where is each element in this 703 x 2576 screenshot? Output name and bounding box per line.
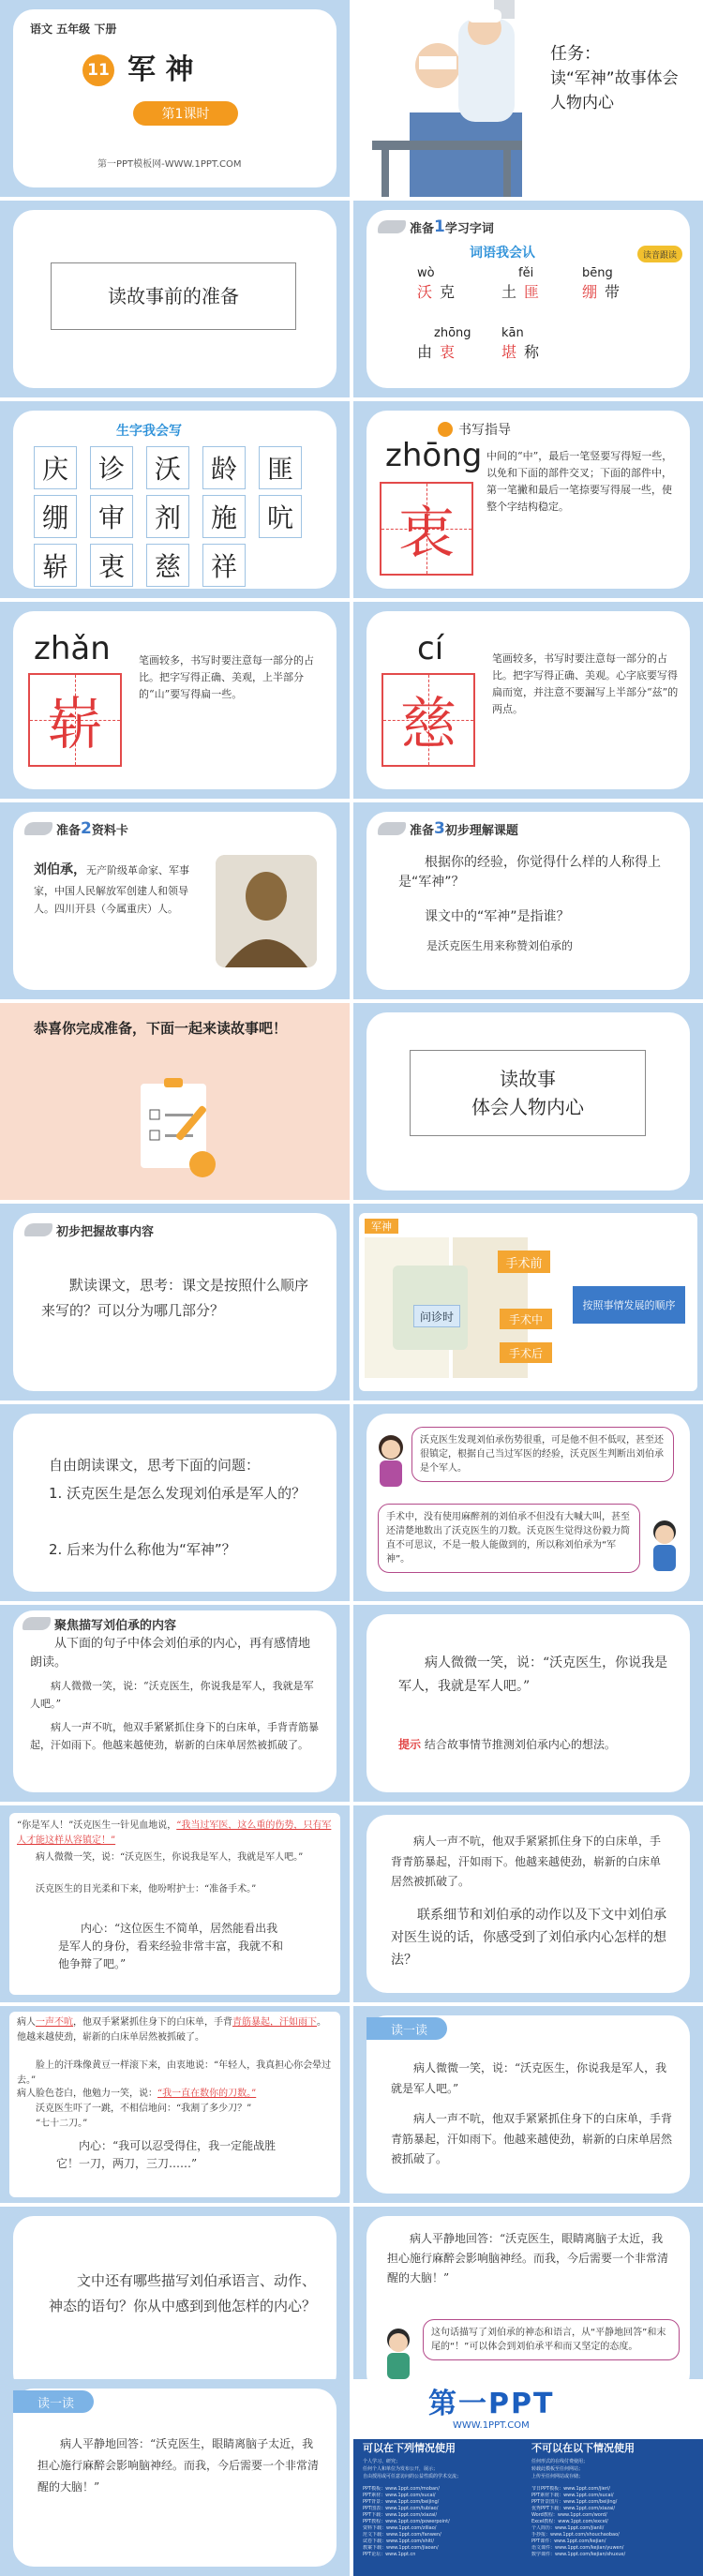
prep-label: 初步理解课题 <box>444 823 518 838</box>
surgery-p1-c: ，他双手紧紧抓住身下的白床单，手背 <box>73 2017 232 2028</box>
surgery-p5: “七十二刀。” <box>36 2119 88 2129</box>
vocab-chars <box>498 340 563 362</box>
cover-card <box>13 9 337 187</box>
task-text: 读“军神”故事体会人物内心 <box>550 69 679 112</box>
vocab-word[interactable] <box>498 266 563 302</box>
prep-word: 准备 <box>410 823 435 838</box>
char-grid-zhong <box>380 482 473 576</box>
read-story-box <box>410 1050 646 1136</box>
read-story-line-2: 体会人物内心 <box>471 1096 584 1118</box>
vocab-pinyin: fěi <box>518 266 534 280</box>
watermark-text: 第一PPT模板网-WWW.1PPT.COM <box>97 159 242 170</box>
section-label: 聚焦描写刘伯承的内容 <box>54 1618 177 1633</box>
writing-tip-ci: 笔画较多，书写时要注意每一部分的占比。把字写得正确、美观。心字底要写得扁而宽，并注意不要漏写上半部分“兹”的两点。 <box>492 652 679 716</box>
read-a-p1: 病人微微一笑，说：“沃克医生，你说我是军人，我就是军人吧。” <box>391 2061 667 2095</box>
char-tile[interactable]: 龄 <box>202 446 246 489</box>
slide-10-title-understanding[interactable] <box>353 802 703 999</box>
surgery-p1-b: 一声不吭 <box>36 2017 73 2028</box>
prep-word: 准备 <box>56 823 82 838</box>
info-list-item: 语文课件：www.1ppt.com/kejian/yuwen/ <box>531 2545 624 2551</box>
calm-answer-passage: 病人平静地回答：“沃克医生，眼睛离脑子太近，我担心施行麻醉会影响脑神经。而我，今后需要一个非常清醒的大脑！” <box>387 2232 669 2284</box>
char-tile[interactable]: 崭 <box>34 544 77 587</box>
read-b-card <box>13 2389 337 2567</box>
info-list-item: 上传至任何网站或存储； <box>531 2474 584 2479</box>
slide-18-smile[interactable] <box>353 1605 703 1802</box>
stage-before-surgery: 手术前 <box>498 1251 550 1273</box>
dialog-p3: 沃克医生的目光柔和下来，他吩咐护士：“准备手术。” <box>36 1884 257 1895</box>
char-grid-zhan <box>28 673 122 767</box>
slide-2-task[interactable] <box>353 0 703 197</box>
writing-guide-header <box>438 420 511 439</box>
slide-25-read-b[interactable] <box>0 2379 350 2576</box>
forbidden-title: 不可以在以下情况使用 <box>531 2442 635 2454</box>
info-list-item: PPT教程：www.1ppt.com/powerpoint/ <box>363 2519 450 2524</box>
flower-icon <box>438 422 453 437</box>
dialog-p1 <box>17 1819 332 1849</box>
info-list-item: 优秀PPT下载：www.1ppt.com/xiazai/ <box>531 2506 616 2511</box>
vocab-char: 沃 <box>417 283 441 301</box>
vocab-char: 克 <box>440 283 463 301</box>
info-list-item: 自由授用或可任意访问的公益性质的学术交流； <box>363 2474 462 2479</box>
brand-url: WWW.1PPT.COM <box>453 2420 530 2431</box>
stage-consult: 问诊时 <box>413 1305 460 1327</box>
section-tag-grasp <box>24 1219 154 1241</box>
writing-card-ci <box>366 611 690 789</box>
stage-during-surgery: 手术中 <box>500 1309 552 1329</box>
vocab-pinyin: bēng <box>582 266 613 280</box>
dialog-p1-a: “你是军人！”沃克医生一针见血地说， <box>17 1820 177 1831</box>
info-list-item: 手抄报：www.1ppt.com/shouchaobao/ <box>531 2532 620 2538</box>
answer-2: 是沃克医生用来称赞刘伯承的 <box>426 939 574 952</box>
order-label-box: 按照事情发展的顺序 <box>573 1286 685 1324</box>
slide-19-dialog[interactable] <box>0 1805 350 2002</box>
slide-23-more-details[interactable] <box>0 2207 350 2404</box>
info-list-item: PPT背景图片：www.1ppt.com/beijing/ <box>531 2499 618 2505</box>
char-tile[interactable]: 衷 <box>90 544 133 587</box>
vocab-pinyin: wò <box>417 266 435 280</box>
prep-intro-box <box>51 262 296 330</box>
lesson-period-label: 第1课时 <box>161 107 210 122</box>
info-list-item: 节日PPT模板：www.1ppt.com/jieri/ <box>531 2486 610 2492</box>
grip-card <box>366 1815 690 1993</box>
vocab-word[interactable] <box>413 266 479 302</box>
info-list-item: 个人学习、研究； <box>363 2459 401 2464</box>
slide-14-story-structure[interactable] <box>353 1204 703 1400</box>
forbidden-list <box>531 2458 691 2480</box>
doctor-patient-illustration <box>353 0 541 197</box>
stage-after-surgery: 手术后 <box>500 1342 552 1363</box>
info-card <box>13 812 337 990</box>
vocab-pinyin: kān <box>501 326 524 340</box>
calm-answer-bubble: 这句话描写了刘伯承的神态和语言，从“平静地回答”和末尾的“！”可以体会到刘伯承平和而又坚定的态度。 <box>423 2319 680 2360</box>
chars-card <box>13 411 337 589</box>
slide-12-read-story[interactable] <box>353 1003 703 1200</box>
char-tile[interactable]: 诊 <box>90 446 133 489</box>
prep-label: 学习字词 <box>444 221 494 236</box>
read-aloud-card <box>13 1414 337 1592</box>
smile-card <box>366 1614 690 1792</box>
read-tab: 读一读 <box>13 2390 94 2413</box>
info-list-item: 教案下载：www.1ppt.com/jiaoan/ <box>363 2545 439 2551</box>
slide-21-surgery[interactable] <box>0 2006 350 2203</box>
lesson-period-badge <box>133 101 238 126</box>
audio-button[interactable] <box>637 246 682 262</box>
tip-text: 结合故事情节推测刘伯承内心的想法。 <box>424 1738 616 1751</box>
char-tile[interactable]: 绷 <box>34 495 77 538</box>
read-a-card <box>366 2015 690 2194</box>
dialog-p2: 病人微微一笑，说：“沃克医生，你说我是军人，我就是军人吧。” <box>36 1852 304 1863</box>
smile-tip <box>398 1736 616 1753</box>
allowed-list <box>363 2458 522 2480</box>
info-list-item: Word教程：www.1ppt.com/word/ <box>531 2512 607 2518</box>
prep-tag-2 <box>24 817 128 840</box>
big-char-zhong: 衷 <box>398 501 455 566</box>
surgery-p3-b: “我一直在数你的刀数。” <box>157 2089 257 2099</box>
vocab-char: 土 <box>501 283 525 301</box>
calm-answer-card <box>366 2216 690 2394</box>
surgery-p1-d: 青筋暴起，汗如雨下 <box>232 2017 317 2028</box>
slide-9-info-card[interactable] <box>0 802 350 999</box>
vocab-chars <box>578 280 644 302</box>
read-story-text <box>471 1065 584 1121</box>
info-list-item: PPT背景：www.1ppt.com/beijing/ <box>363 2499 440 2505</box>
slide-1-cover[interactable] <box>0 0 350 197</box>
slide-5-chars[interactable] <box>0 401 350 598</box>
slide-7-writing-zhan[interactable] <box>0 602 350 799</box>
info-list-item: PPT素材下载：www.1ppt.com/sucai/ <box>531 2493 614 2498</box>
more-details-question: 文中还有哪些描写刘伯承语言、动作、神态的语句？你从中感到到他怎样的内心？ <box>49 2272 317 2314</box>
slide-17-focus[interactable] <box>0 1605 350 1802</box>
vocab-word[interactable] <box>578 266 644 302</box>
info-list-item: PPT图表：www.1ppt.com/tubiao/ <box>363 2506 439 2511</box>
prep-number: 1 <box>434 217 445 236</box>
focus-lead: 从下面的句子中体会刘伯承的内心，再有感情地朗读。 <box>30 1637 311 1670</box>
prep-number: 3 <box>434 819 445 838</box>
char-tile[interactable]: 沃 <box>146 446 189 489</box>
info-list-item: 个人简历：www.1ppt.com/jianli/ <box>531 2525 605 2531</box>
smile-passage: 病人微微一笑，说：“沃克医生，你说我是军人，我就是军人吧。” <box>398 1655 668 1695</box>
brand-logo: 第一PPT <box>428 2388 555 2420</box>
info-list-item: PPT下载：www.1ppt.com/xiazai/ <box>363 2512 438 2518</box>
surgery-p3-a: 病人脸色苍白，他勉力一笑，说： <box>17 2089 157 2099</box>
surgery-p2: 脸上的汗珠像黄豆一样滚下来，由衷地说：“年轻人，我真担心你会晕过去。” <box>17 2060 332 2086</box>
answers-card <box>366 1414 690 1592</box>
vocab-char: 称 <box>524 343 547 361</box>
char-tile[interactable]: 审 <box>90 495 133 538</box>
slide-20-grip[interactable] <box>353 1805 703 2002</box>
vocab-char: 衷 <box>440 343 463 361</box>
read-aloud-q1: 1. 沃克医生是怎么发现刘伯承是军人的？ <box>49 1485 307 1502</box>
slide-16-answers[interactable] <box>353 1404 703 1601</box>
surgery-card <box>9 2012 340 2197</box>
section-label: 初步把握故事内容 <box>56 1224 155 1239</box>
char-tile[interactable]: 祥 <box>202 544 246 587</box>
slide-24-calm-answer[interactable] <box>353 2207 703 2404</box>
tip-label: 提示 <box>398 1738 422 1751</box>
dialog-p1-b: “我当过军医，这么重的伤势，只有军人才能这样从容镇定！” <box>17 1820 332 1846</box>
prep-tag-3 <box>378 817 518 840</box>
boy-avatar-icon <box>646 1517 683 1573</box>
vocab-char: 绷 <box>582 283 606 301</box>
big-char-ci: 慈 <box>400 692 456 757</box>
boy-avatar-icon <box>380 2325 417 2381</box>
congrats-text: 恭喜你完成准备，下面一起来读故事吧！ <box>34 1020 288 1037</box>
slide-8-writing-ci[interactable] <box>353 602 703 799</box>
vocab-char: 由 <box>417 343 441 361</box>
lesson-number-badge: 11 <box>82 54 114 86</box>
bust-icon <box>216 855 317 967</box>
dialog-inner-thought: 内心：“这位医生不简单，居然能看出我是军人的身份，看来经验非常丰富，我就不和他争辩了吧。” <box>58 1922 284 1971</box>
chars-title: 生字我会写 <box>116 424 182 439</box>
structure-card <box>359 1213 697 1391</box>
brush-icon <box>22 1617 51 1630</box>
vocab-word[interactable] <box>498 326 563 362</box>
pinyin-ci: cí <box>417 630 444 667</box>
prep-tag-1 <box>378 216 494 238</box>
focus-card <box>13 1610 337 1792</box>
pinyin-zhong: zhōng <box>385 437 483 474</box>
info-list-item: 数学课件：www.1ppt.com/kejian/shuxue/ <box>531 2552 626 2557</box>
vocab-char: 堪 <box>501 343 525 361</box>
checklist-icon <box>122 1074 234 1187</box>
info-list-item: PPT论坛：www.1ppt.cn <box>363 2552 416 2557</box>
info-panel <box>353 2439 703 2576</box>
links-right <box>531 2486 691 2558</box>
read-b-passage: 病人平静地回答：“沃克医生，眼睛离脑子太近，我担心施行麻醉会影响脑神经。而我，今后需要一个非常清醒的大脑！” <box>37 2437 320 2494</box>
section-tag-focus <box>22 1612 176 1635</box>
info-text: 无产阶级革命家、军事家，中国人民解放军创建人和领导人。四川开县（今属重庆）人。 <box>34 864 189 915</box>
surgery-inner-thought: 内心：“我可以忍受得住，我一定能战胜它！一刀，两刀，三刀……” <box>56 2139 277 2171</box>
pinyin-zhan: zhǎn <box>34 630 111 667</box>
info-list-item: 资料下载：www.1ppt.com/ziliao/ <box>363 2525 437 2531</box>
surgery-p1 <box>17 2015 332 2044</box>
info-name: 刘伯承， <box>34 862 86 877</box>
links-left <box>363 2486 522 2558</box>
brush-icon <box>378 822 406 835</box>
question-2: 课文中的“军神”是指谁？ <box>425 909 570 924</box>
writing-guide-label: 书写指导 <box>458 423 511 438</box>
brush-icon <box>24 1223 52 1236</box>
read-a-p2: 病人一声不吭，他双手紧紧抓住身下的白床单，手背青筋暴起，汗如雨下。他越来越使劲，崭新的白床单居然被抓破了。 <box>391 2112 673 2166</box>
task-label: 任务： <box>550 44 601 64</box>
vocab-chars <box>413 340 479 362</box>
writing-card-zhong <box>366 411 690 589</box>
read-story-line-1: 读故事 <box>500 1068 556 1090</box>
slide-15-read-aloud[interactable] <box>0 1404 350 1601</box>
info-list-item: PPT素材：www.1ppt.com/sucai/ <box>363 2493 436 2498</box>
grade-label: 语文 五年级 下册 <box>30 22 117 36</box>
focus-passage-2: 病人一声不吭，他双手紧紧抓住身下的白床单，手背青筋暴起，汗如雨下。他越来越使劲，崭新的白床单居然被抓破了。 <box>30 1721 319 1751</box>
slide-26-template-info[interactable] <box>353 2379 703 2576</box>
brush-icon <box>378 220 406 233</box>
vocab-word[interactable] <box>413 326 479 362</box>
slide-11-congrats[interactable] <box>0 1003 350 1200</box>
vocab-chars <box>498 280 563 302</box>
char-tile[interactable]: 施 <box>202 495 246 538</box>
vocab-pinyin: zhōng <box>434 326 471 340</box>
girl-avatar-icon <box>372 1432 410 1489</box>
brush-icon <box>24 822 52 835</box>
char-tile[interactable]: 匪 <box>259 446 302 489</box>
grip-passage: 病人一声不吭，他双手紧紧抓住身下的白床单，手背青筋暴起，汗如雨下。他越来越使劲，崭新的白床单居然被抓破了。 <box>391 1835 662 1889</box>
answer-bubble-1: 沃克医生发现刘伯承伤势很重，可是他不但不低叹，甚至还很镇定，根据自己当过军医的经验，沃克医生判断出刘伯承是个军人。 <box>411 1427 674 1482</box>
words-subtitle: 词语我会认 <box>470 246 535 261</box>
info-list-item: 任何形式的在线付费使用； <box>531 2459 589 2464</box>
surgery-p1-e: 。他越来越使劲，崭新的白床单居然被抓破了。 <box>17 2017 326 2043</box>
audio-label: 读音跟读 <box>642 250 677 261</box>
big-char-zhan: 崭 <box>47 692 103 757</box>
slide-3-prep-intro[interactable] <box>0 201 350 397</box>
answer-bubble-2: 手术中，没有使用麻醉剂的刘伯承不但没有大喊大叫，甚至还清楚地数出了沃克医生的刀数。沃克医生觉得这份毅力简直不可思议，不是一般人能做到的，所以称刘伯承为“军神”。 <box>378 1504 640 1573</box>
question-1: 根据你的经验，你觉得什么样的人称得上是“军神”？ <box>398 855 661 890</box>
char-tile[interactable]: 吭 <box>259 495 302 538</box>
info-list-item: Excel教程：www.1ppt.com/excel/ <box>531 2519 608 2524</box>
logo-band <box>353 2379 703 2439</box>
char-tile[interactable]: 慈 <box>146 544 189 587</box>
char-tile[interactable]: 剂 <box>146 495 189 538</box>
lesson-title: 军 神 <box>127 53 194 86</box>
info-list-item: 试卷下载：www.1ppt.com/shiti/ <box>363 2539 435 2544</box>
char-tile[interactable]: 庆 <box>34 446 77 489</box>
more-details-card <box>13 2216 337 2394</box>
slide-6-writing-zhong[interactable] <box>353 401 703 598</box>
slide-22-read-a[interactable] <box>353 2006 703 2203</box>
surgery-p3 <box>17 2087 332 2102</box>
info-list-item: 转载此模板至任何网站； <box>531 2466 584 2472</box>
slide-4-words[interactable] <box>353 201 703 397</box>
read-aloud-q2: 2. 后来为什么称他为“军神”？ <box>49 1541 236 1558</box>
info-list-item: PPT模板：www.1ppt.com/moban/ <box>363 2486 440 2492</box>
grip-question: 联系细节和刘伯承的动作以及下文中刘伯承对医生说的话，你感受到了刘伯承内心怎样的想法？ <box>391 1908 666 1968</box>
prep-intro-card <box>13 210 337 388</box>
prep-number: 2 <box>81 819 92 838</box>
info-list-item: PPT课件：www.1ppt.com/kejian/ <box>531 2539 606 2544</box>
info-text-block <box>34 859 208 918</box>
read-aloud-intro: 自由朗读课文，思考下面的问题： <box>49 1457 261 1474</box>
grasp-card <box>13 1213 337 1391</box>
understanding-card <box>366 812 690 990</box>
writing-tip-zhong: 中间的“中”，最后一笔竖要写得短一些，以免和下面的部件交叉；下面的部件中，第一笔撇和最后一笔捺要写得展一些，使整个字结构稳定。 <box>486 450 673 514</box>
writing-tip-zhan: 笔画较多，书写时要注意每一部分的占比。把字写得正确、美观，上半部分的“山”要写得扁一些。 <box>139 654 314 701</box>
vocab-chars <box>413 280 479 302</box>
info-list-item: 任何个人和单位为发布公开，展示； <box>363 2466 439 2472</box>
vocab-char: 匪 <box>524 283 547 301</box>
grasp-question: 默读课文，思考：课文是按照什么顺序来写的？可以分为哪几部分？ <box>41 1277 309 1319</box>
prep-label: 资料卡 <box>91 823 128 838</box>
book-title-tag: 军神 <box>365 1219 398 1234</box>
words-card <box>366 210 690 388</box>
prep-intro-text: 读故事前的准备 <box>108 285 239 307</box>
focus-passage-1: 病人微微一笑，说：“沃克医生，你说我是军人，我就是军人吧。” <box>30 1680 314 1710</box>
read-tab: 读一读 <box>366 2017 447 2040</box>
liu-bocheng-bust-photo <box>216 855 317 967</box>
surgery-p1-a: 病人 <box>17 2017 36 2028</box>
dialog-card <box>9 1813 340 1995</box>
read-story-card <box>366 1012 690 1191</box>
char-grid-ci <box>381 673 475 767</box>
vocab-char: 带 <box>605 283 628 301</box>
prep-word: 准备 <box>410 221 435 236</box>
writing-card-zhan <box>13 611 337 789</box>
slide-13-grasp-content[interactable] <box>0 1204 350 1400</box>
allowed-title: 可以在下列情况使用 <box>363 2442 456 2454</box>
surgery-p4: 沃克医生吓了一跳，不相信地问：“我割了多少刀？” <box>36 2104 252 2114</box>
info-list-item: 范文下载：www.1ppt.com/fanwen/ <box>363 2532 441 2538</box>
